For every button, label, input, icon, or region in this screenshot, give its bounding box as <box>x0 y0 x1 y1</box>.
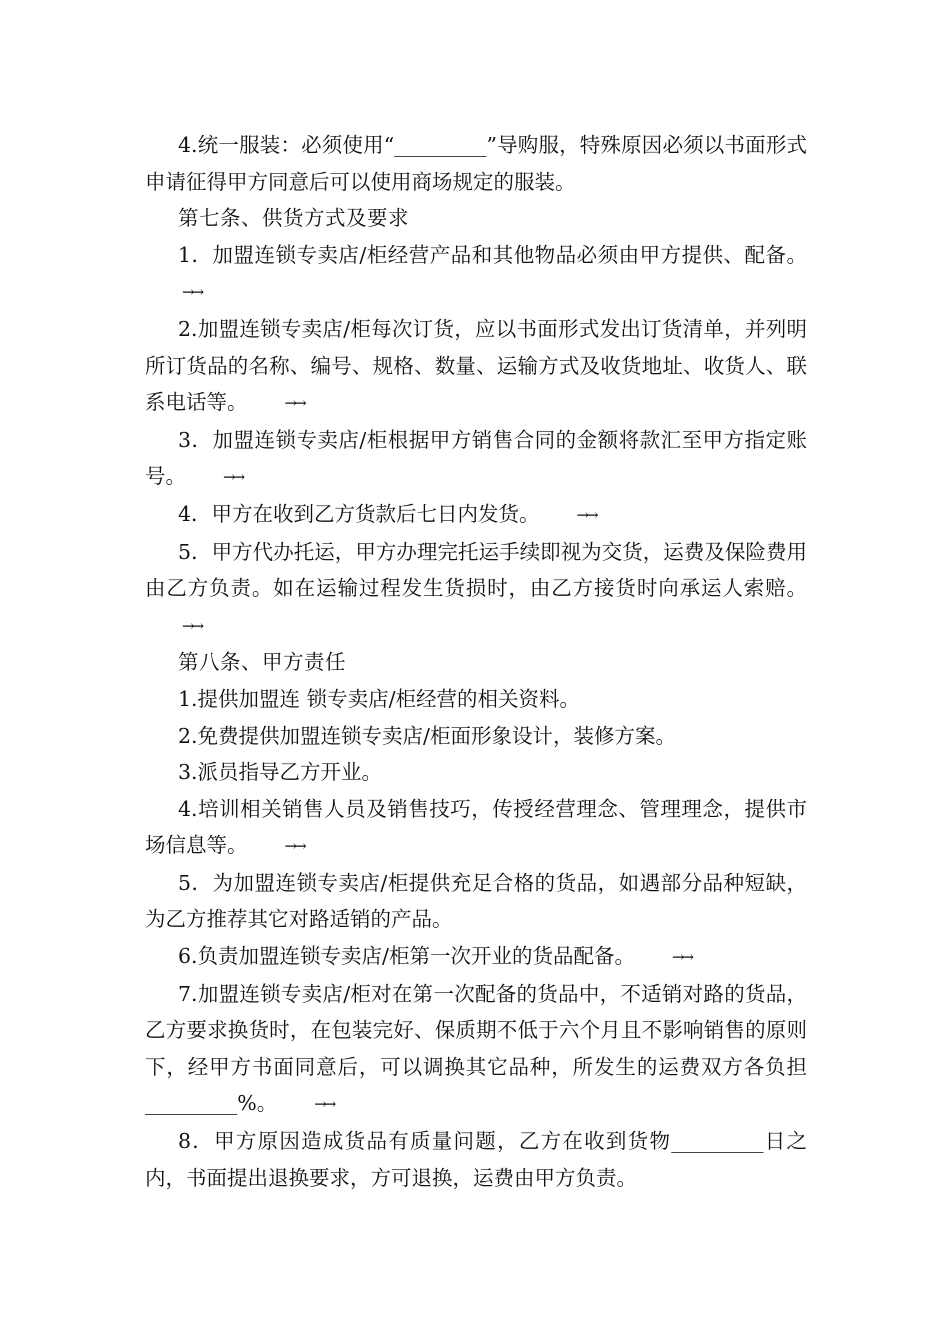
paragraph-uniform-clothing: 4.统一服装：必须使用“_________”导购服，特殊原因必须以书面形式申请征得甲方同意后可以使用商场规定的服装。 <box>145 133 807 194</box>
paragraph-mark-icon: →→ <box>314 1095 334 1114</box>
paragraph-mark-icon: →→ <box>182 283 202 302</box>
paragraph-duty-8: 8．甲方原因造成货品有质量问题，乙方在收到货物_________日之内，书面提出退换要求，方可退换，运费由甲方负责。 <box>145 1129 807 1190</box>
paragraph-supply-5: 5．甲方代办托运，甲方办理完托运手续即视为交货，运费及保险费用由乙方负责。如在运输过程发生货损时，由乙方接货时向承运人索赔。→→ <box>145 534 807 645</box>
paragraph-mark-icon: →→ <box>284 837 304 856</box>
paragraph-supply-2: 2.加盟连锁专卖店/柜每次订货，应以书面形式发出订货清单，并列明所订货品的名称、编号、规格、数量、运输方式及收货地址、收货人、联系电话等。 →→ <box>145 311 807 422</box>
section-heading-article-7: 第七条、供货方式及要求 <box>178 206 409 231</box>
paragraph-supply-4: 4．甲方在收到乙方货款后七日内发货。 →→ <box>145 496 807 534</box>
paragraph-mark-icon: →→ <box>576 505 596 524</box>
paragraph-duty-2: 2.免费提供加盟连锁专卖店/柜面形象设计，装修方案。 <box>178 723 676 748</box>
paragraph-mark-icon: →→ <box>284 394 304 413</box>
paragraph-duty-6: 6.负责加盟连锁专卖店/柜第一次开业的货品配备。 →→ <box>145 938 807 976</box>
paragraph-supply-3: 3．加盟连锁专卖店/柜根据甲方销售合同的金额将款汇至甲方指定账号。 →→ <box>145 422 807 496</box>
paragraph-mark-icon: →→ <box>223 468 243 487</box>
paragraph-duty-3: 3.派员指导乙方开业。 <box>178 760 383 785</box>
paragraph-duty-1: 1.提供加盟连 锁专卖店/柜经营的相关资料。 <box>178 686 580 711</box>
section-heading-article-8: 第八条、甲方责任 <box>178 650 346 675</box>
paragraph-supply-1: 1．加盟连锁专卖店/柜经营产品和其他物品必须由甲方提供、配备。→→ <box>145 237 807 311</box>
document-body <box>145 127 807 1196</box>
paragraph-duty-5: 5．为加盟连锁专卖店/柜提供充足合格的货品，如遇部分品种短缺，为乙方推荐其它对路适销的产品。 <box>145 870 807 932</box>
paragraph-mark-icon: →→ <box>671 948 692 967</box>
paragraph-duty-7: 7.加盟连锁专卖店/柜对在第一次配备的货品中，不适销对路的货品，乙方要求换货时，在包装完好、保质期不低于六个月且不影响销售的原则下，经甲方书面同意后，可以调换其它品种，所发生的运费双方各负担_________%。 →→ <box>145 976 807 1123</box>
paragraph-duty-4: 4.培训相关销售人员及销售技巧，传授经营理念、管理理念，提供市场信息等。 →→ <box>145 791 807 865</box>
paragraph-mark-icon: →→ <box>182 616 202 635</box>
